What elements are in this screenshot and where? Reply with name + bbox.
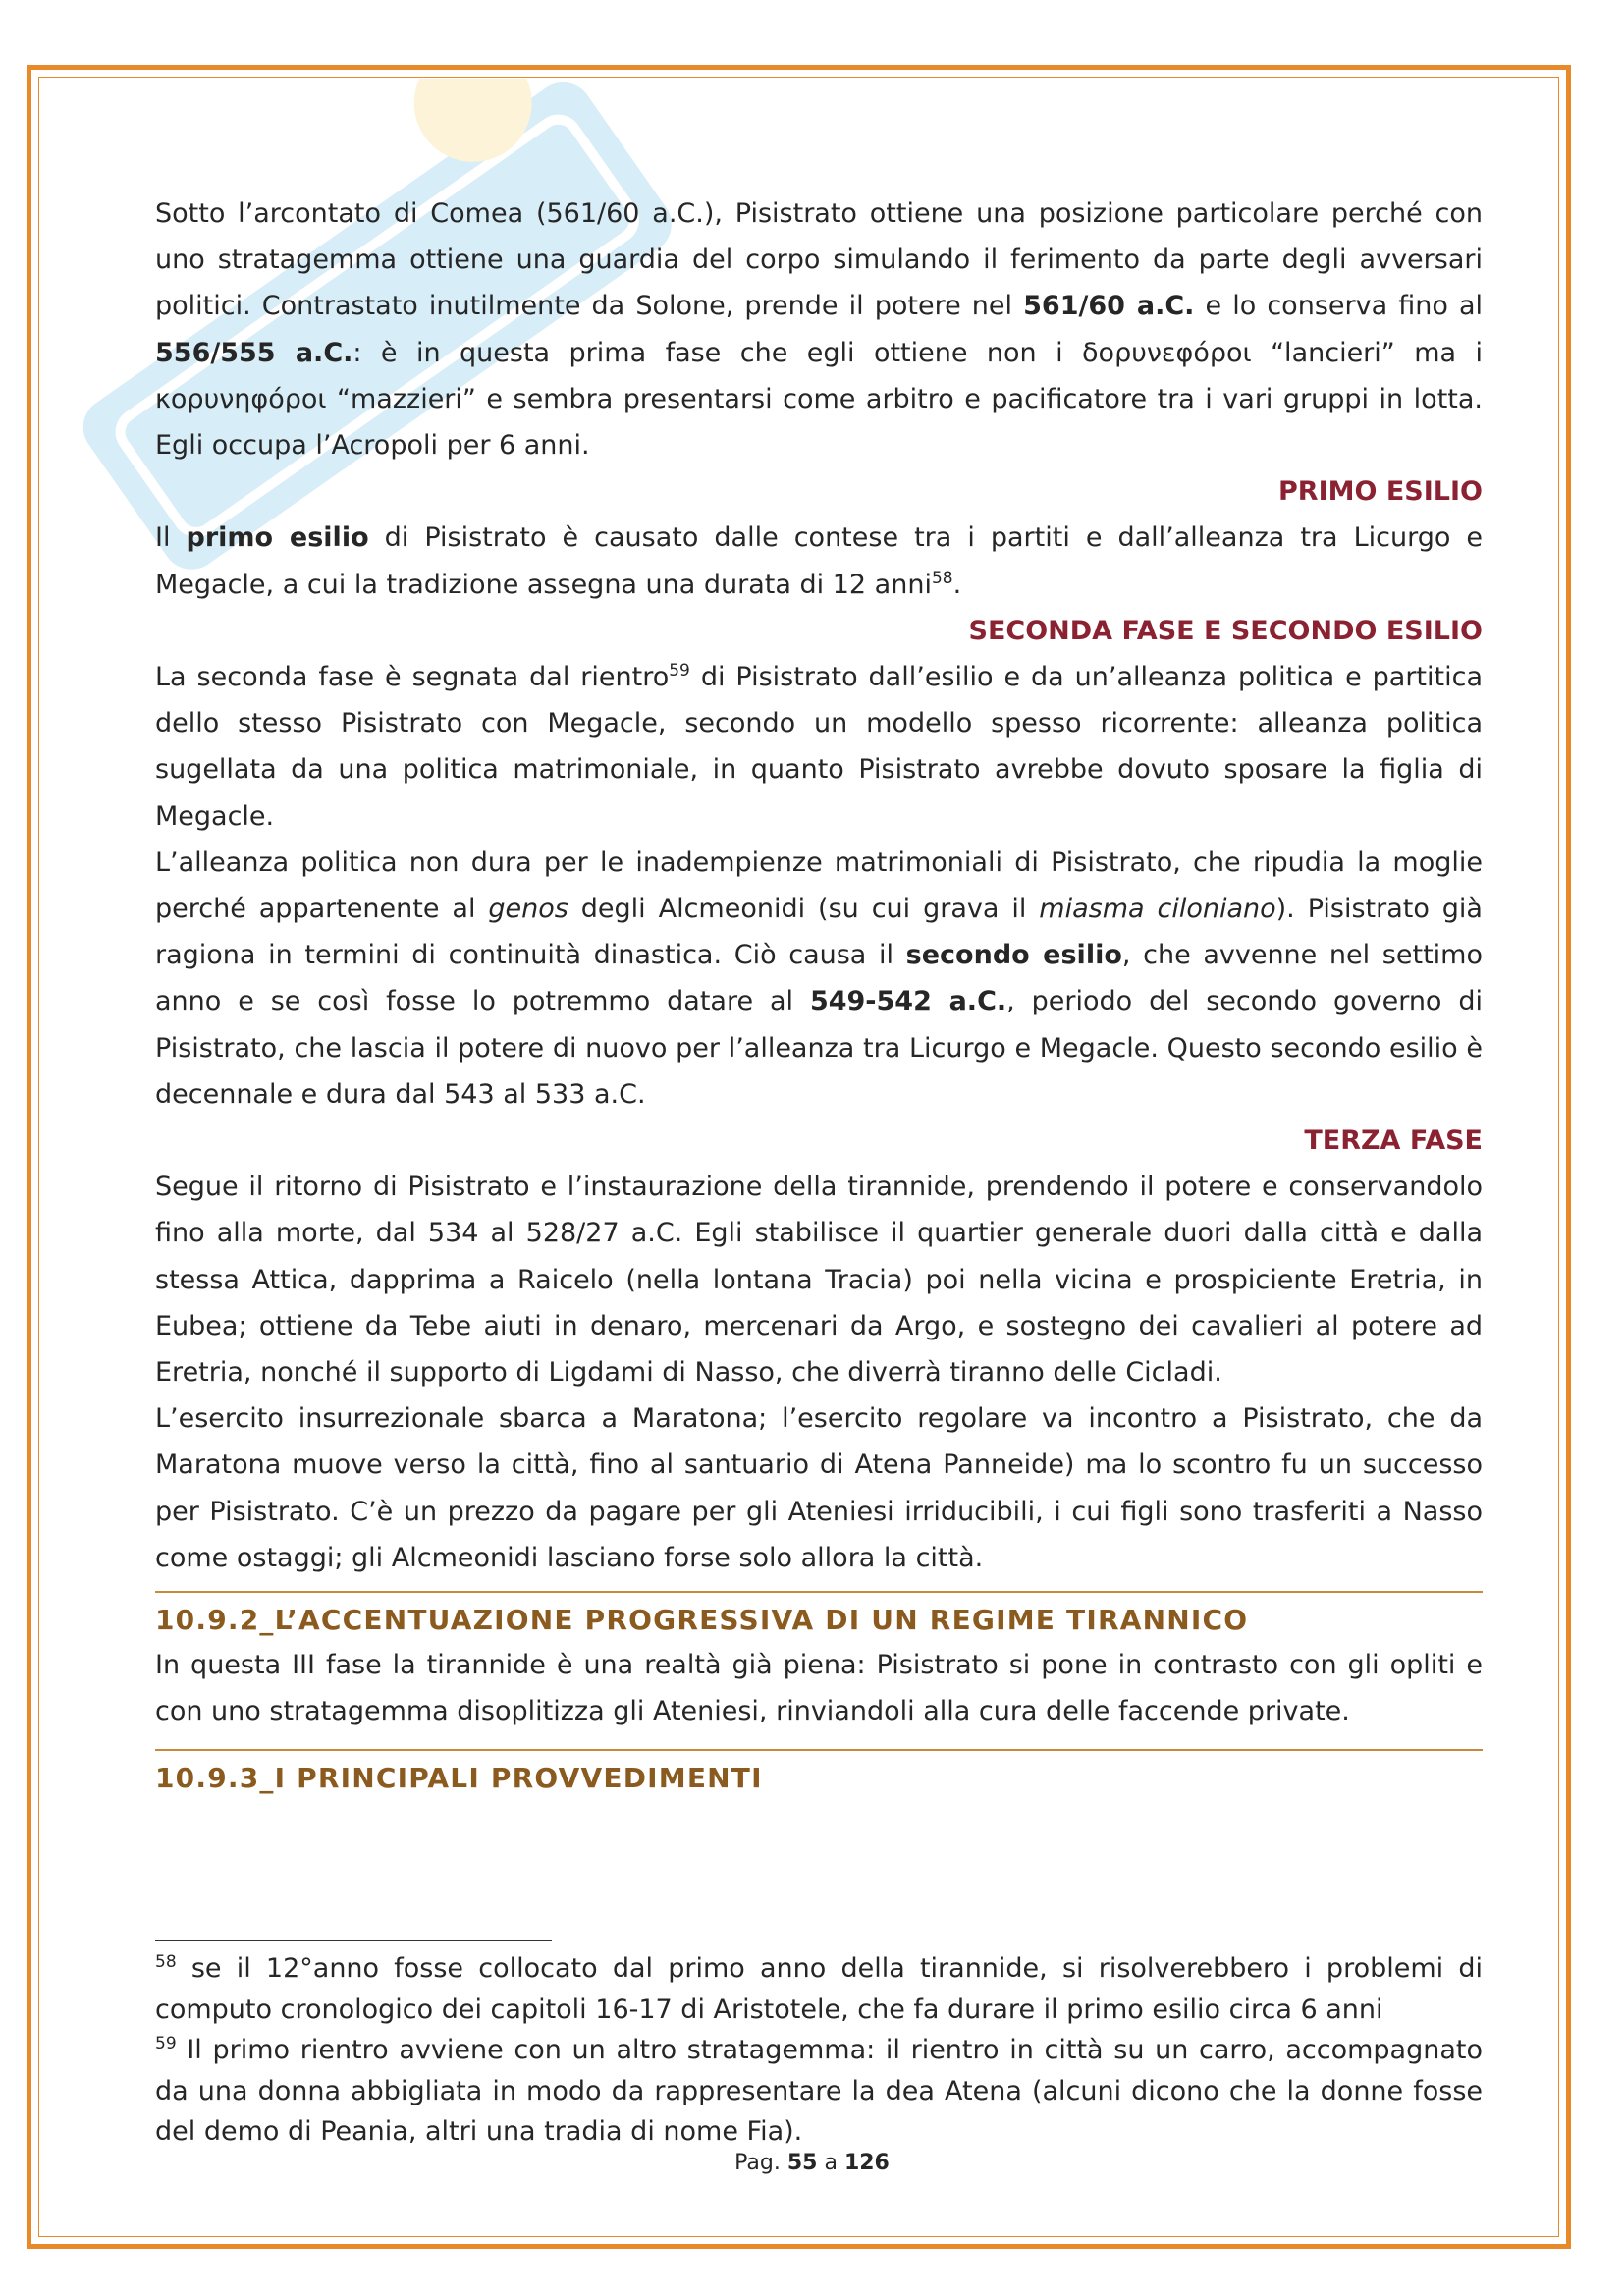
bold-date: 549-542 a.C. <box>809 986 1007 1017</box>
page-current: 55 <box>786 2151 818 2175</box>
footnote-text: se il 12°anno fosse collocato dal primo anno della tirannide, si risolverebbero i problemi di computo cronologico dei capitoli 16-17 di Aristotele, che fa durare il primo esilio circa 6 anni <box>155 1953 1483 2025</box>
text: L’alleanza politica non dura per le inadempienze matrimoniali di Pisistrato, che ripudia la moglie perché appartenente al <box>155 847 1483 925</box>
bold-date: 561/60 a.C. <box>1023 291 1195 322</box>
text: di Pisistrato è causato dalle contese tra i partiti e dall’alleanza tra Licurgo e Megacle, a cui la tradizione assegna una durata di 12 anni <box>155 522 1483 600</box>
footnote-58 <box>155 1948 1483 2030</box>
paragraph-iii-fase: In questa III fase la tirannide è una realtà già piena: Pisistrato si pone in contrasto con gli opliti e con uno stratagemma disoplitizza gli Ateniesi, rinviandoli alla cura delle faccende private. <box>155 1650 1483 1727</box>
page-label: Pag. <box>734 2151 781 2175</box>
paragraph-esercito: L’esercito insurrezionale sbarca a Maratona; l’esercito regolare va incontro a Pisistrato, che da Maratona muove verso la città, fino al santuario di Atena Panneide) ma lo scontro fu un successo per Pisistrato. C’è un prezzo da pagare per gli Ateniesi irriducibili, i cui figli sono trasferiti a Nasso come ostaggi; gli Alcmeonidi lasciano forse solo allora la città. <box>155 1403 1483 1573</box>
bold-date: 556/555 a.C. <box>155 337 353 368</box>
text: e lo conserva fino al <box>1194 291 1484 322</box>
page-separator: a <box>824 2151 838 2175</box>
heading-seconda-fase: SECONDA FASE E SECONDO ESILIO <box>968 615 1483 646</box>
footnote-number: 59 <box>155 2034 177 2053</box>
footnotes <box>155 1948 1483 2153</box>
text: Il <box>155 522 187 554</box>
section-heading-accentuazione: 10.9.2_L’ACCENTUAZIONE PROGRESSIVA DI UN REGIME TIRANNICO <box>155 1591 1483 1642</box>
paragraph-alleanza <box>155 840 1483 1118</box>
text: , che avvenne nel settimo anno e se così fosse lo potremmo datare al <box>155 940 1483 1017</box>
main-content <box>155 191 1483 1800</box>
text: Sotto l’arcontato di Comea (561/60 a.C.), Pisistrato ottiene una posizione particolare perché con uno stratagemma ottiene una guardia del corpo simulando il ferimento da parte degli avversari politici. Contrastato inutilmente da Solone, prende il potere nel <box>155 198 1483 322</box>
text: , periodo del secondo governo di Pisistrato, che lascia il potere di nuovo per l’alleanza tra Licurgo e Megacle. Questo secondo esilio è decennale e dura dal 543 al 533 a.C. <box>155 986 1483 1110</box>
text: ). Pisistrato già ragiona in termini di continuità dinastica. Ciò causa il <box>155 894 1483 971</box>
text: . <box>952 569 962 600</box>
paragraph-terza-fase: Segue il ritorno di Pisistrato e l’instaurazione della tirannide, prendendo il potere e conservandolo fino alla morte, dal 534 al 528/27 a.C. Egli stabilisce il quartier generale duori dalla città e dalla stessa Attica, dapprima a Raicelo (nella lontana Tracia) poi nella vicina e prospiciente Eretria, in Eubea; ottiene da Tebe aiuti in denaro, mercenari da Argo, e sostegno dei cavalieri al potere ad Eretria, nonché il supporto di Ligdami di Nasso, che diverrà tiranno delle Cicladi. <box>155 1172 1483 1389</box>
text: di Pisistrato dall’esilio e da un’alleanza politica e partitica dello stesso Pisistrato con Megacle, secondo un modello spesso ricorrente: alleanza politica sugellata da una politica matrimoniale, in quanto Pisistrato avrebbe dovuto sposare la figlia di Megacle. <box>155 662 1483 832</box>
footnote-59 <box>155 2030 1483 2153</box>
paragraph-primo-esilio <box>155 515 1483 607</box>
footnote-number: 58 <box>155 1952 177 1972</box>
footnote-separator <box>155 1940 552 1941</box>
page-number <box>0 2149 1624 2178</box>
heading-terza-fase: TERZA FASE <box>1304 1125 1483 1157</box>
text: La seconda fase è segnata dal rientro <box>155 662 670 693</box>
section-heading-provvedimenti: 10.9.3_I PRINCIPALI PROVVEDIMENTI <box>155 1749 1483 1800</box>
text: : è in questa prima fase che egli ottiene non i δορυνεφόροι “lancieri” ma i κορυνηφόροι “mazzieri” e sembra presentarsi come arbitro e pacificatore tra i vari gruppi in lotta. Egli occupa l’Acropoli per 6 anni. <box>155 337 1483 462</box>
bold-term: primo esilio <box>186 522 369 554</box>
italic-term: genos <box>488 894 568 925</box>
italic-term: miasma ciloniano <box>1039 894 1276 925</box>
footnote-ref[interactable]: 58 <box>931 568 953 588</box>
paragraph-comea <box>155 191 1483 468</box>
text: degli Alcmeonidi (su cui grava il <box>568 894 1040 925</box>
footnote-text: Il primo rientro avviene con un altro stratagemma: il rientro in città su un carro, accompagnato da una donna abbigliata in modo da rappresentare la dea Atena (alcuni dicono che la donne fosse del demo di Peania, altri una tradia di nome Fia). <box>155 2035 1483 2147</box>
bold-term: secondo esilio <box>905 940 1122 971</box>
heading-primo-esilio: PRIMO ESILIO <box>1278 476 1483 508</box>
page-total: 126 <box>843 2151 890 2175</box>
paragraph-seconda-fase <box>155 654 1483 840</box>
footnote-ref[interactable]: 59 <box>669 661 690 682</box>
